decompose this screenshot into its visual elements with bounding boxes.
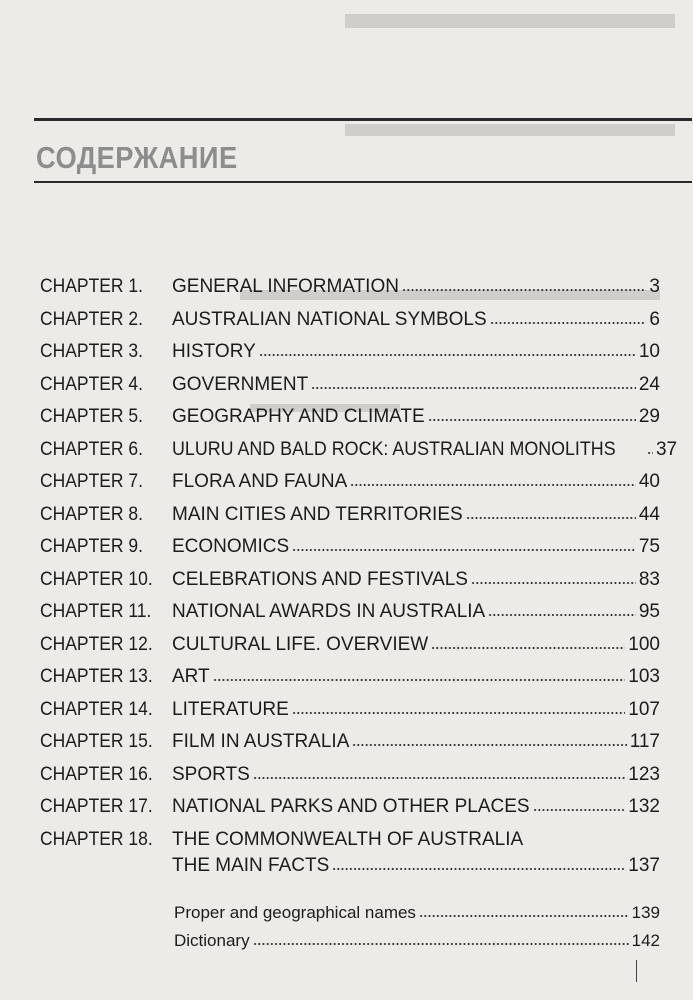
page-number: 139 [631,903,660,922]
chapter-title: FILM IN AUSTRALIA [172,731,350,752]
page-number: 100 [628,633,660,655]
page-number: 44 [638,503,660,525]
toc-row-proper-names[interactable] [174,901,660,929]
chapter-label: CHAPTER 4. [40,373,143,395]
page-number: 37 [655,438,678,460]
toc-row-chapter-11[interactable] [40,600,660,633]
page-number: 24 [638,373,660,395]
toc-row-chapter-3[interactable] [40,340,660,373]
dot-leader [332,855,625,871]
toc-row-chapter-16[interactable] [40,763,660,796]
toc-row-chapter-15[interactable] [40,730,660,763]
chapter-title: ECONOMICS [172,536,290,557]
chapter-title: NATIONAL AWARDS IN AUSTRALIA [172,601,486,622]
dot-leader [352,731,626,747]
appendix-list [174,901,660,957]
toc-row-chapter-5[interactable] [40,405,660,438]
page-number: 107 [628,698,660,720]
dot-leader [292,536,636,552]
toc-row-chapter-18[interactable] [40,828,660,880]
page-number: 83 [638,568,660,590]
appendix-title: Proper and geographical names [174,903,416,922]
chapter-title: ULURU AND BALD ROCK: AUSTRALIAN MONOLITHS [172,438,616,460]
toc-row-chapter-9[interactable] [40,535,660,568]
toc-row-chapter-6[interactable] [40,438,678,471]
dot-leader [402,276,646,292]
chapter-label: CHAPTER 11. [40,601,152,622]
dot-leader [466,504,636,520]
table-of-contents [40,275,678,880]
dot-leader [431,634,625,650]
chapter-label: CHAPTER 8. [40,503,143,525]
page-number: 6 [649,308,660,330]
chapter-label: CHAPTER 12. [40,633,153,655]
chapter-label: CHAPTER 18. [40,828,153,850]
page-number: 29 [638,406,660,427]
bleed-through-bar [345,124,675,136]
toc-row-dictionary[interactable] [174,929,660,957]
page-title: СОДЕРЖАНИЕ [36,140,238,175]
page-number: 10 [638,341,660,362]
page-number: 137 [628,854,660,876]
chapter-title: GOVERNMENT [172,373,309,395]
toc-row-chapter-2[interactable] [40,308,660,341]
dot-leader [533,796,626,812]
chapter-title: GEOGRAPHY AND CLIMATE [172,406,425,427]
dot-leader [428,406,636,422]
chapter-label: CHAPTER 9. [40,536,143,557]
heading-rule [34,181,692,183]
chapter-title-continued: THE MAIN FACTS [172,854,330,876]
page-number: 123 [628,763,660,785]
dot-leader [213,666,626,682]
page-number: 75 [638,536,660,557]
chapter-title: GENERAL INFORMATION [172,276,399,297]
chapter-title: MAIN CITIES AND TERRITORIES [172,503,463,525]
chapter-title: CELEBRATIONS AND FESTIVALS [172,568,468,590]
top-rule [34,118,692,121]
chapter-label: CHAPTER 14. [40,698,153,720]
chapter-label: CHAPTER 3. [40,341,143,362]
page-number: 3 [649,276,660,297]
chapter-title: LITERATURE [172,698,289,720]
toc-row-chapter-7[interactable] [40,470,660,503]
dot-leader [253,764,626,780]
dot-leader [311,374,636,390]
dot-leader [259,341,636,357]
appendix-title: Dictionary [174,931,250,950]
bleed-through-bar [345,14,675,28]
chapter-title: CULTURAL LIFE. OVERVIEW [172,633,429,655]
dot-leader [647,439,653,455]
dot-leader [292,699,625,715]
toc-row-chapter-12[interactable] [40,633,660,666]
page-number: 95 [638,601,660,622]
text-cursor [636,960,637,982]
dot-leader [419,902,629,918]
dot-leader [490,309,647,325]
chapter-title: HISTORY [172,341,256,362]
toc-row-chapter-10[interactable] [40,568,660,601]
toc-row-chapter-14[interactable] [40,698,660,731]
dot-leader [350,471,636,487]
page-number: 117 [629,731,660,752]
chapter-label: CHAPTER 15. [40,731,153,752]
toc-row-chapter-1[interactable] [40,275,660,308]
chapter-label: CHAPTER 6. [40,438,143,460]
chapter-label: CHAPTER 5. [40,406,143,427]
chapter-title: ART [172,666,210,687]
chapter-title: NATIONAL PARKS AND OTHER PLACES [172,796,530,817]
chapter-label: CHAPTER 1. [40,276,143,297]
toc-row-chapter-17[interactable] [40,795,660,828]
chapter-title: SPORTS [172,763,250,785]
dot-leader [471,569,636,585]
chapter-label: CHAPTER 13. [40,666,153,687]
page-number: 132 [628,796,660,817]
dot-leader [253,930,629,946]
chapter-label: CHAPTER 7. [40,471,143,492]
chapter-label: CHAPTER 16. [40,763,153,785]
chapter-label: CHAPTER 17. [40,796,153,817]
chapter-title: AUSTRALIAN NATIONAL SYMBOLS [172,308,487,330]
chapter-label: CHAPTER 10. [40,568,153,590]
dot-leader [488,601,636,617]
page-number: 40 [638,471,660,492]
toc-row-chapter-13[interactable] [40,665,660,698]
toc-row-chapter-8[interactable] [40,503,660,536]
page-number: 103 [628,666,660,687]
chapter-title: THE COMMONWEALTH OF AUSTRALIA [172,828,524,850]
page-number: 142 [631,931,660,950]
toc-row-chapter-4[interactable] [40,373,660,406]
chapter-title: FLORA AND FAUNA [172,471,348,492]
chapter-label: CHAPTER 2. [40,308,143,330]
